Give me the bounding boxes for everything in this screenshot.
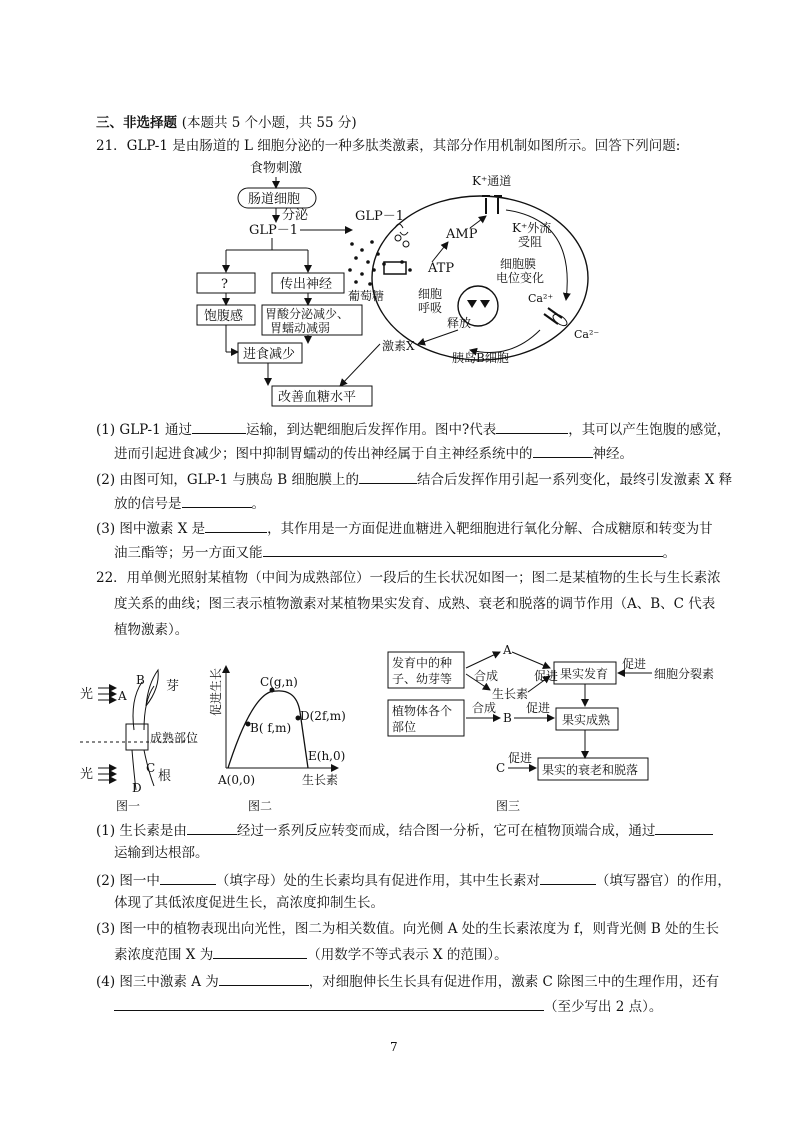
q22-sub4-line2 <box>114 996 662 1016</box>
q21-sub3-text-b: ，其作用是一方面促进血糖进入靶细胞进行氧化分解、合成糖原和转变为甘 <box>267 521 713 537</box>
q21-sub1-text-e: 神经。 <box>592 446 633 462</box>
synth-label-2: 合成 <box>472 701 497 715</box>
q21-sub1-text-b: 运输，到达靶细胞后发挥作用。图中?代表 <box>245 422 497 438</box>
k-outflow-label-2: 受阻 <box>518 235 543 249</box>
q21-sub2-text-d: 。 <box>251 496 265 512</box>
promote-label-1: 促进 <box>534 669 559 683</box>
q22-sub3-text-c: （用数学不等式表示 X 的范围）。 <box>307 947 508 963</box>
q22-stem-line2: 度关系的曲线；图三表示植物激素对某植物果实发育、成熟、衰老和脱落的调节作用（A、B、C 代表 <box>114 596 716 612</box>
q22-sub2-text-a: (2) 图一中 <box>96 873 160 889</box>
fruit-age-label: 果实的衰老和脱落 <box>542 763 639 777</box>
light-top-label: 光 <box>80 687 94 702</box>
point-e-coord: E(h,0) <box>308 749 346 763</box>
point-c-coord: C(g,n) <box>260 675 298 689</box>
figure-3-hormones <box>388 643 714 813</box>
gastric-label-1: 胃酸分泌减少、 <box>265 307 350 321</box>
point-d-coord: D(2f,m) <box>300 709 346 723</box>
mature-region-box <box>126 724 148 750</box>
q21-sub2-text-c: 放的信号是 <box>114 496 182 512</box>
islet-b-cell-label: 胰岛B细胞 <box>452 351 509 365</box>
root-label: 根 <box>158 769 172 784</box>
mature-region-label: 成熟部位 <box>150 731 199 745</box>
q22-sub4-text-b: ，对细胞伸长生长具有促进作用，激素 C 除图三中的生理作用，还有 <box>308 974 720 990</box>
section-note: (本题共 5 个小题，共 55 分) <box>181 115 357 131</box>
glp1-left-label: GLP－1 <box>249 223 299 238</box>
q21-stem: 21．GLP-1 是由肠道的 L 细胞分泌的一种多肽类激素，其部分作用机制如图所示。回答下列问题: <box>96 138 681 154</box>
k-channel-label: K⁺通道 <box>472 174 512 188</box>
q22-blank-7[interactable] <box>114 996 544 1011</box>
page-number: 7 <box>390 1040 398 1054</box>
fruit-ripe-label: 果实成熟 <box>562 713 611 727</box>
ca-outside-label: Ca²⁻ <box>574 328 600 341</box>
figure-1-caption: 图一 <box>116 799 141 813</box>
hormone-c-label: C <box>496 761 506 775</box>
q21-sub1-text-c: ，其可以产生饱腹的感觉， <box>568 422 731 438</box>
q22-blank-3[interactable] <box>160 870 216 885</box>
q22-blank-6[interactable] <box>219 971 309 986</box>
q21-sub3-text-d: 。 <box>662 545 676 561</box>
gut-cell-label: 肠道细胞 <box>248 192 301 207</box>
improve-glucose-label: 改善血糖水平 <box>278 390 357 405</box>
point-b-label: B <box>136 673 145 687</box>
q21-sub1-text-d: 进而引起进食减少；图中抑制胃蠕动的传出神经属于自主神经系统中的 <box>114 446 533 462</box>
q22-sub3-line2 <box>114 944 508 964</box>
membrane-label-2: 电位变化 <box>496 271 545 285</box>
q22-blank-2[interactable] <box>655 820 713 835</box>
gastric-label-2: 胃蠕动减弱 <box>270 321 331 335</box>
respiration-label-1: 细胞 <box>418 287 443 301</box>
cytokinin-label: 细胞分裂素 <box>654 667 715 681</box>
respiration-label-2: 呼吸 <box>418 301 443 315</box>
ca-inside-label: Ca²⁺ <box>528 292 554 305</box>
point-a-label: A <box>118 689 127 703</box>
release-label: 释放 <box>447 316 472 330</box>
seed-label-1: 发育中的种 <box>392 656 453 670</box>
q22-sub4-text-a: (4) 图三中激素 A 为 <box>96 974 219 990</box>
unknown-box-label: ? <box>221 277 228 292</box>
eat-less-label: 进食减少 <box>243 347 296 362</box>
section-title: 三、非选择题 <box>96 115 177 131</box>
promote-label-4: 促进 <box>508 751 533 765</box>
plant-parts-label-2: 部位 <box>392 720 417 734</box>
fig2-x-label: 生长素 <box>302 773 339 787</box>
light-top-arrows <box>98 688 116 700</box>
q22-stem-line1: 22．用单侧光照射某植物（中间为成熟部位）一段后的生长状况如图一；图二是某植物的生长与生长素浓 <box>96 570 721 586</box>
light-bottom-arrows <box>98 768 116 780</box>
figure-1-plant <box>80 670 200 813</box>
point-d-label: D <box>132 781 142 795</box>
q22-stem-line3: 植物激素）。 <box>114 622 189 638</box>
auxin-label: 生长素 <box>492 687 529 701</box>
satiety-label: 饱腹感 <box>204 309 244 324</box>
q22-sub1-text-a: (1) 生长素是由 <box>96 823 187 839</box>
secrete-label: 分泌 <box>282 208 309 223</box>
bud-label: 芽 <box>166 679 180 694</box>
glp1-right-label: GLP－1 <box>355 209 405 224</box>
q22-blank-1[interactable] <box>187 820 237 835</box>
q22-sub2-text-b: （填字母）处的生长素均具有促进作用，其中生长素对 <box>215 873 540 889</box>
glucose-label: 葡萄糖 <box>348 289 385 303</box>
figure-2-caption: 图二 <box>248 799 273 813</box>
plant-parts-label-1: 植物体各个 <box>392 704 453 718</box>
seed-label-2: 子、幼芽等 <box>392 672 453 686</box>
q22-sub3-line1: (3) 图一中的植物表现出向光性，图二为相关数值。向光侧 A 处的生长素浓度为 f，则背光侧 B 处的生长 <box>96 921 720 937</box>
q22-sub3-text-b: 素浓度范围 X 为 <box>114 947 214 963</box>
light-bottom-label: 光 <box>80 767 94 782</box>
a-to-fruit-dev-line <box>512 652 550 668</box>
q21-sub2-text-b: 结合后发挥作用引起一系列变化，最终引发激素 X 释 <box>416 472 733 488</box>
fig2-y-label: 促进生长 <box>209 667 223 716</box>
amp-label: AMP <box>446 227 478 242</box>
synth-label-1: 合成 <box>474 669 499 683</box>
q22-sub4-line1 <box>96 971 719 991</box>
seed-to-a-arrow <box>466 652 500 668</box>
plant-shoot <box>133 682 154 730</box>
q22-sub4-text-c: （至少写出 2 点）。 <box>544 999 663 1015</box>
q21-sub2-text-a: (2) 由图可知，GLP-1 与胰岛 B 细胞膜上的 <box>96 472 359 488</box>
figure-2-curve <box>208 666 346 813</box>
q22-sub1-line2: 运输到达根部。 <box>114 845 209 861</box>
q22-sub2-line2: 体现了其低浓度促进生长，高浓度抑制生长。 <box>114 895 384 911</box>
food-stimulus-label: 食物刺激 <box>250 161 303 176</box>
fruit-dev-label: 果实发育 <box>560 667 609 681</box>
point-c-label: C <box>146 761 156 775</box>
atp-label: ATP <box>428 261 455 276</box>
hormone-b-label: B <box>503 711 512 725</box>
membrane-label-1: 细胞膜 <box>500 257 537 271</box>
q21-sub3-text-c: 油三酯等；另一方面又能 <box>114 545 263 561</box>
promote-label-3: 促进 <box>526 701 551 715</box>
q21-sub3-text-a: (3) 图中激素 X 是 <box>96 521 206 537</box>
q22-sub1-text-b: 经过一系列反应转变而成，结合图一分析，它可在植物顶端合成，通过 <box>236 823 656 839</box>
hormone-a-label: A <box>503 643 512 657</box>
q22-blank-5[interactable] <box>213 944 307 959</box>
hormone-x-label: 激素X <box>382 339 415 353</box>
figure-3-caption: 图三 <box>496 799 521 813</box>
efferent-nerve-label: 传出神经 <box>280 277 333 292</box>
q21-sub1-text-a: (1) GLP-1 通过 <box>96 422 192 438</box>
point-a-coord: A(0,0) <box>218 773 256 787</box>
q22-sub2-line1 <box>96 870 731 890</box>
k-outflow-label-1: K⁺外流 <box>512 221 552 235</box>
promote-label-2: 促进 <box>622 657 647 671</box>
point-b-coord: B( f,m) <box>250 721 292 735</box>
q22-sub2-text-c: （填写器官）的作用， <box>595 873 731 889</box>
q22-blank-4[interactable] <box>540 870 596 885</box>
q22-sub1-line1 <box>96 820 713 840</box>
